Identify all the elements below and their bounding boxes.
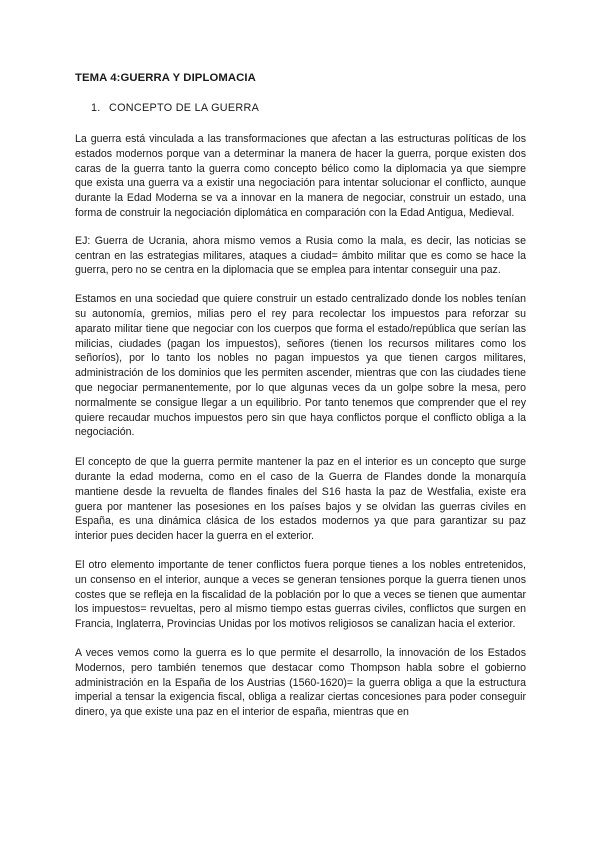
section-heading-text: CONCEPTO DE LA GUERRA (109, 102, 260, 114)
document-body (75, 71, 526, 720)
paragraph-guerra-vinculada: La guerra está vinculada a las transformaciones que afectan a las estructuras políticas de los estados modernos porque van a determinar la manera de hacer la guerra, porque existen dos caras de la guerra tanto la guerra como concepto bélico como la diplomacia ya que siempre que exista una guerra va a existir una negociación para intentar solucionar el conflicto, aunque durante la Edad Moderna se va a innovar en la manera de negociar, construir un estado, una forma de construir la negociación diplomática en comparación con la Edad Antigua, Medieval. (75, 133, 526, 219)
paragraph-estado-centralizado: Estamos en una sociedad que quiere construir un estado centralizado donde los nobles tenían su autonomía, gremios, milias pero el rey para recolectar los impuestos para reforzar su aparato militar tiene que negociar con los cuerpos que forma el estado/república que serían las milicias, ciudades (pagan los impuestos), señores (tienen los recursos militares como los señoríos), por lo tanto los nobles no pagan impuestos ya que tienen cargos militares, administración de los dominios que les permiten ascender, mientras que con las ciudades tiene que negociar permanentemente, por lo que algunas veces da un golpe sobre la mesa, pero normalmente se consigue llegar a un equilibrio. Por tanto tenemos que comprender que el rey quiere recaudar muchos impuestos pero sin que haya conflictos porque el conflicto obliga a la negociación. (75, 293, 526, 439)
document-title: TEMA 4:GUERRA Y DIPLOMACIA (75, 72, 256, 84)
paragraph-desarrollo-estados: A veces vemos como la guerra es lo que permite el desarrollo, la innovación de los Estados Modernos, pero también tenemos que destacar como Thompson habla sobre el gobierno administración en la España de los Austrias (1560-1620)= la guerra obliga a que la estructura imperial a tensar la exigencia fiscal, obliga a realizar ciertas concesiones para poder conseguir dinero, ya que existe una paz en el interior de españa, mientras que en (75, 646, 526, 719)
section-number: 1. (91, 102, 101, 114)
paragraph-ejemplo-ucrania: EJ: Guerra de Ucrania, ahora mismo vemos a Rusia como la mala, es decir, las noticias se centran en las estrategias militares, ataques a ciudad= ámbito militar que es como se hace la guerra, pero no se centra en la diplomacia que se emplea para intentar conseguir una paz. (75, 234, 526, 277)
paragraph-paz-interior: El concepto de que la guerra permite mantener la paz en el interior es un concepto que surge durante la edad moderna, como en el caso de la Guerra de Flandes donde la monarquía mantiene desde la revuelta de flandes finales del S16 hasta la paz de Westfalia, existe era guera por mantener las posesiones en los países bajos y se olvidan las guerras civiles en España, es una dinámica clásica de los estados modernos ya que para garantizar su paz interior pues deciden hacer la guerra en el exterior. (75, 456, 526, 543)
paragraph-nobles-entretenidos: El otro elemento importante de tener conflictos fuera porque tienes a los nobles entretenidos, un consenso en el interior, aunque a veces se generan tensiones porque la guerra tienen unos costes que se refleja en la fiscalidad de la población por lo que a veces se tienen que aumentar los impuestos= revueltas, pero al mismo tiempo estas guerras civiles, conflictos que surgen en Francia, Inglaterra, Provincias Unidas por los motivos religiosos se canalizan hacia el exterior. (75, 558, 526, 631)
section-heading (91, 101, 526, 115)
